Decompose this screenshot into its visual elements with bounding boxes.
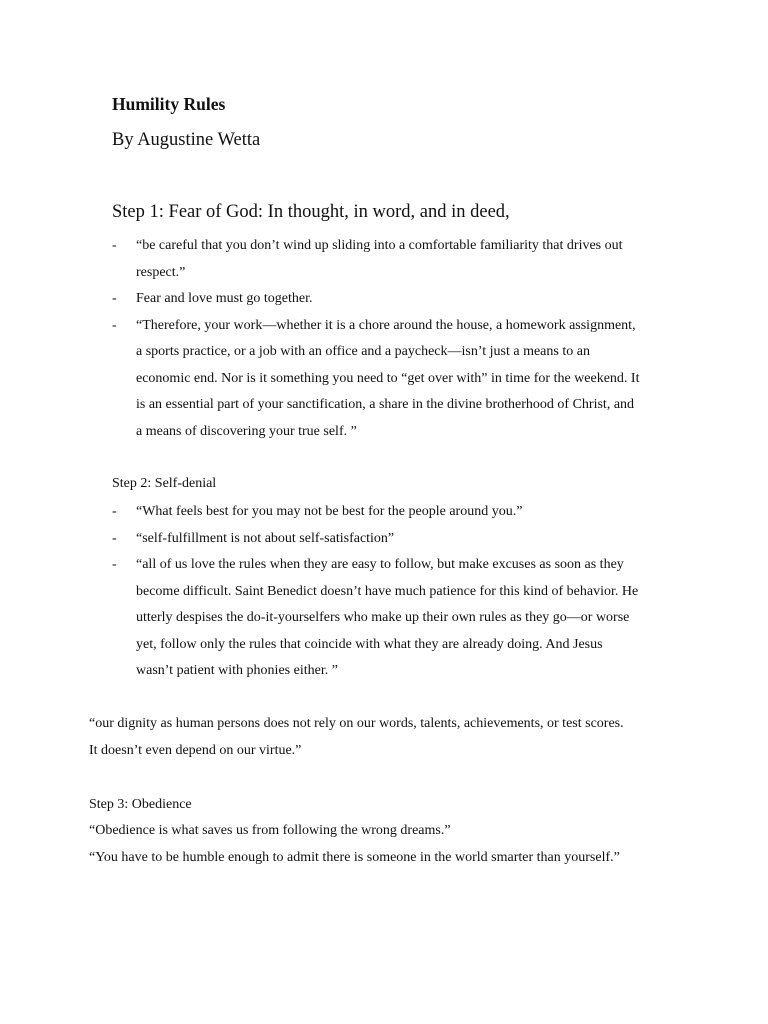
bullet-line: “What feels best for you may not be best for the people around you.”: [136, 504, 523, 519]
bullet-line: “self-fulfillment is not about self-satisfaction”: [136, 530, 395, 546]
list-item: [112, 313, 672, 446]
document-title: Humility Rules: [112, 94, 226, 114]
bullet-dash: -: [112, 238, 117, 253]
bullet-line: is an essential part of your sanctification, a share in the divine brotherhood of Christ, and: [136, 397, 635, 412]
bullet-line: “all of us love the rules when they are easy to follow, but make excuses as soon as they: [136, 557, 624, 572]
bullet-line: a sports practice, or a job with an office and a paycheck—isn’t just a means to an: [136, 344, 590, 359]
step1-bullet-list: [112, 233, 672, 445]
step3-quote-line: “Obedience is what saves us from following the wrong dreams.”: [89, 823, 451, 838]
list-item: [112, 499, 672, 526]
bullet-dash: -: [112, 291, 117, 306]
list-item: [112, 552, 672, 685]
list-item: [112, 526, 672, 553]
bullet-line: utterly despises the do-it-yourselfers who make up their own rules as they go—or worse: [136, 610, 630, 625]
list-item: [112, 233, 672, 286]
bullet-dash: -: [112, 504, 117, 519]
bullet-line: “be careful that you don’t wind up sliding into a comfortable familiarity that drives out: [136, 238, 623, 253]
list-item: [112, 286, 672, 313]
bullet-dash: -: [112, 317, 117, 333]
dignity-quote-line: It doesn’t even depend on our virtue.”: [89, 743, 302, 758]
bullet-line: become difficult. Saint Benedict doesn’t have much patience for this kind of behavior. He: [136, 583, 639, 599]
bullet-line: Fear and love must go together.: [136, 291, 313, 306]
bullet-line: yet, follow only the rules that coincide with what they are already doing. And Jesus: [136, 636, 603, 652]
bullet-dash: -: [112, 557, 117, 572]
step3-quote-line: “You have to be humble enough to admit there is someone in the world smarter than yourself.”: [89, 850, 620, 865]
bullet-line: a means of discovering your true self. ”: [136, 423, 357, 439]
bullet-line: wasn’t patient with phonies either. ”: [136, 663, 338, 678]
document-author: By Augustine Wetta: [112, 130, 261, 150]
dignity-quote-line: “our dignity as human persons does not rely on our words, talents, achievements, or test scores.: [89, 716, 624, 731]
bullet-dash: -: [112, 530, 117, 546]
step2-heading: Step 2: Self-denial: [112, 476, 217, 491]
bullet-line: “Therefore, your work—whether it is a chore around the house, a homework assignment,: [136, 317, 636, 333]
bullet-line: respect.”: [136, 264, 186, 280]
step3-heading: Step 3: Obedience: [89, 797, 192, 812]
bullet-line: economic end. Nor is it something you need to “get over with” in time for the weekend. It: [136, 370, 640, 386]
step1-heading: Step 1: Fear of God: In thought, in word, and in deed,: [112, 202, 510, 222]
step2-bullet-list: [112, 499, 672, 685]
